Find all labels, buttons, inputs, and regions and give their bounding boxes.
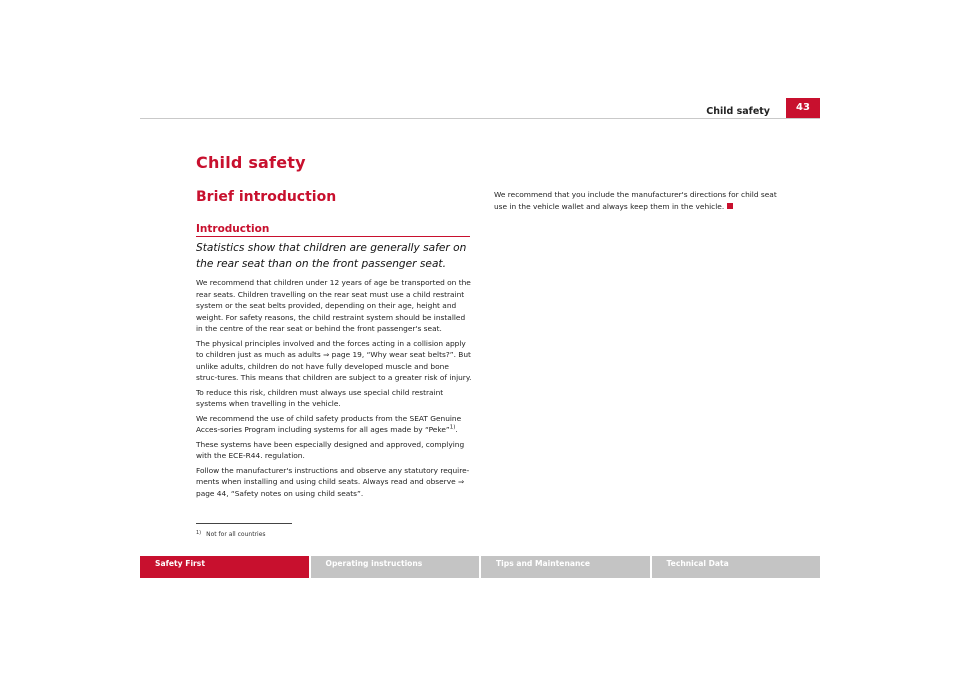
header-rule <box>140 118 820 119</box>
paragraph: These systems have been especially designed and approved, complying with the ECE-R44. regulation. <box>196 439 465 460</box>
intro-text: Statistics show that children are generally safer on the rear seat than on the front passenger seat. <box>196 242 467 270</box>
paragraph-text: Follow the manufacturer's instructions and observe any statutory require-ments when installing and using child seats. Always read and observe <box>196 465 470 486</box>
tab-operating-instructions[interactable]: Operating instructions <box>311 556 480 578</box>
page-number: 43 <box>786 98 820 118</box>
footnote <box>196 530 266 538</box>
paragraph-text: . <box>455 425 458 434</box>
end-of-section-icon <box>727 203 733 209</box>
page-reference-arrow-icon: ⇒ <box>458 477 465 486</box>
paragraph <box>196 465 472 500</box>
paragraph <box>196 338 472 384</box>
page-reference-link[interactable]: page 19, “Why wear seat belts?”. But unlike adults, children do not have fully developed muscle and bone struc-tures. This means that children are subject to a greater risk of injury. <box>196 350 472 382</box>
running-title: Child safety <box>706 106 770 117</box>
paragraph: We recommend that children under 12 years of age be transported on the rear seats. Children travelling on the rear seat must use a child restraint system or the seat belts provided, depending on their age, height and weight. For safety reasons, the child restraint system should be installed in the centre of the rear seat or behind the front passenger's seat. <box>196 278 471 333</box>
tab-safety-first[interactable]: Safety First <box>140 556 309 578</box>
footnote-marker: 1) <box>196 530 202 536</box>
footnote-reference[interactable]: 1) <box>449 424 456 431</box>
paragraph <box>196 413 472 436</box>
body-column-right <box>494 189 780 212</box>
paragraph-text: We recommend that you include the manufacturer's directions for child seat use in the vehicle wallet and always keep them in the vehicle. <box>494 190 777 211</box>
chapter-title: Child safety <box>196 153 306 172</box>
paragraph <box>494 189 780 212</box>
paragraph-text: The physical principles involved and the forces acting in a collision apply to children just as much as adults <box>196 338 466 359</box>
page-reference-link[interactable]: page 44, “Safety notes on using child seats”. <box>196 488 364 498</box>
footer-nav <box>140 556 820 578</box>
subsection-title: Introduction <box>196 223 270 235</box>
paragraph-text: We recommend the use of child safety products from the SEAT Genuine Acces-sories Program including systems for all ages made by “Peke” <box>196 413 462 434</box>
section-title: Brief introduction <box>196 189 337 205</box>
tab-technical-data[interactable]: Technical Data <box>652 556 821 578</box>
tab-tips-and-maintenance[interactable]: Tips and Maintenance <box>481 556 650 578</box>
subsection-rule <box>196 236 470 237</box>
footnote-rule <box>196 523 292 524</box>
footnote-text: Not for all countries <box>206 531 266 538</box>
page-reference-arrow-icon: ⇒ <box>323 350 330 359</box>
body-column-left <box>196 277 472 502</box>
paragraph: To reduce this risk, children must always use special child restraint systems when travelling in the vehicle. <box>196 387 444 408</box>
